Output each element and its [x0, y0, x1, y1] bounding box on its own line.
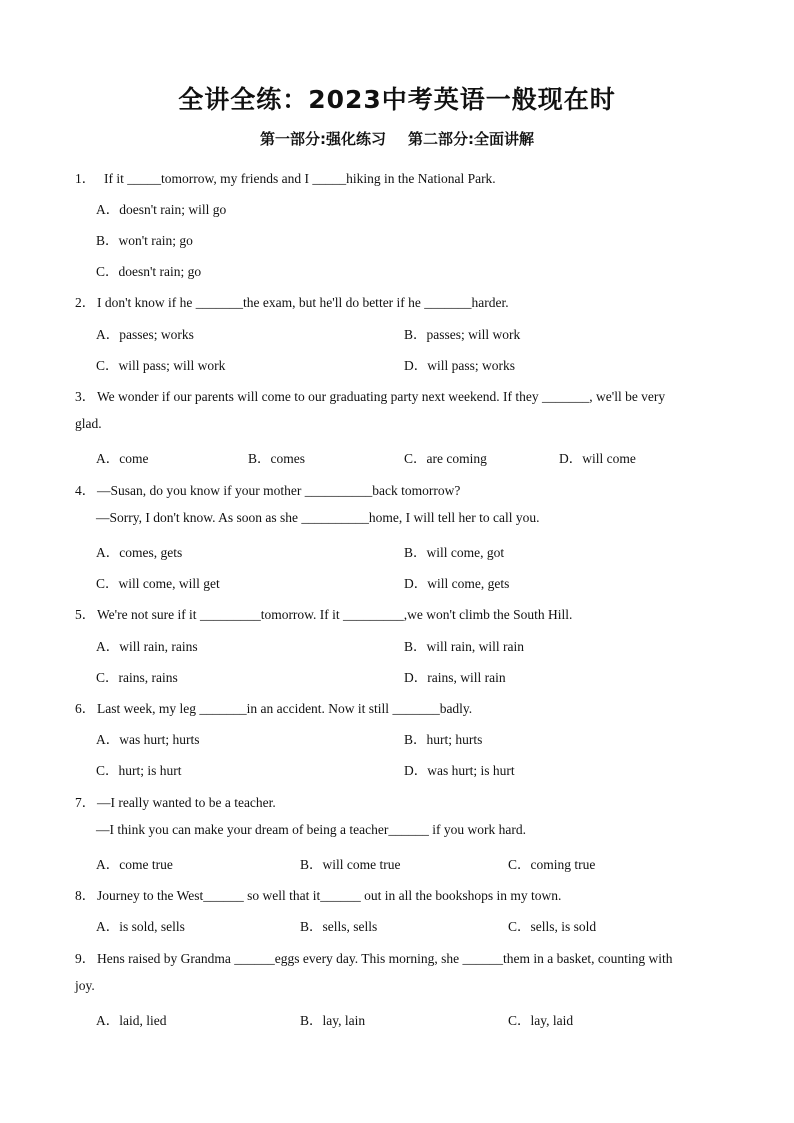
option-c[interactable]: C．sells, is sold — [508, 919, 597, 934]
option-c[interactable]: C．doesn't rain; go — [96, 264, 202, 279]
question-number: 7． — [75, 795, 96, 810]
option-d[interactable]: D．will come, gets — [404, 576, 510, 591]
option-a[interactable]: A．doesn't rain; will go — [96, 202, 227, 217]
option-b[interactable]: B．will rain, will rain — [404, 639, 524, 654]
question-text: —I really wanted to be a teacher. — [97, 795, 276, 810]
question-5 — [75, 603, 572, 623]
question-7 — [75, 791, 276, 811]
question-text: Journey to the West______ so well that it______ out in all the bookshops in my town. — [97, 888, 562, 903]
option-a[interactable]: A．laid, lied — [96, 1013, 167, 1028]
page-title: 全讲全练：2023中考英语一般现在时 — [178, 85, 616, 114]
option-a[interactable]: A．was hurt; hurts — [96, 732, 200, 747]
question-text: Hens raised by Grandma ______eggs every day. This morning, she ______them in a basket, counting with — [97, 951, 673, 966]
option-c[interactable]: C．lay, laid — [508, 1013, 574, 1028]
option-a[interactable]: A．passes; works — [96, 327, 194, 342]
option-a[interactable]: A．come true — [96, 857, 173, 872]
question-9 — [75, 947, 673, 967]
question-text-continued: glad. — [75, 416, 102, 431]
question-number: 1． — [75, 171, 96, 186]
option-b[interactable]: B．comes — [248, 451, 305, 466]
question-4 — [75, 479, 460, 499]
question-number: 3． — [75, 389, 96, 404]
option-a[interactable]: A．is sold, sells — [96, 919, 185, 934]
question-text: If it _____tomorrow, my friends and I _____hiking in the National Park. — [104, 171, 496, 186]
question-8 — [75, 884, 561, 904]
question-number: 5． — [75, 607, 96, 622]
subtitle-part2: 第二部分:全面讲解 — [408, 130, 534, 148]
question-number: 8． — [75, 888, 96, 903]
option-c[interactable]: C．rains, rains — [96, 670, 178, 685]
option-b[interactable]: B．will come, got — [404, 545, 505, 560]
option-b[interactable]: B．lay, lain — [300, 1013, 366, 1028]
question-number: 6． — [75, 701, 96, 716]
question-text: Last week, my leg _______in an accident. Now it still _______badly. — [97, 701, 473, 716]
option-c[interactable]: C．will come, will get — [96, 576, 220, 591]
option-c[interactable]: C．will pass; will work — [96, 358, 226, 373]
question-number: 4． — [75, 483, 96, 498]
option-c[interactable]: C．hurt; is hurt — [96, 763, 182, 778]
question-text: —Susan, do you know if your mother __________back tomorrow? — [97, 483, 461, 498]
option-d[interactable]: D．was hurt; is hurt — [404, 763, 515, 778]
question-number: 9． — [75, 951, 96, 966]
option-b[interactable]: B．will come true — [300, 857, 401, 872]
question-text-continued: joy. — [75, 978, 95, 993]
option-d[interactable]: D．will come — [559, 451, 636, 466]
question-text: I don't know if he _______the exam, but he'll do better if he _______harder. — [97, 295, 509, 310]
option-c[interactable]: C．are coming — [404, 451, 487, 466]
question-6 — [75, 697, 472, 717]
option-b[interactable]: B．passes; will work — [404, 327, 521, 342]
question-2 — [75, 291, 509, 311]
question-number: 2． — [75, 295, 96, 310]
option-a[interactable]: A．comes, gets — [96, 545, 183, 560]
option-b[interactable]: B．won't rain; go — [96, 233, 193, 248]
option-c[interactable]: C．coming true — [508, 857, 596, 872]
question-3 — [75, 385, 665, 405]
option-b[interactable]: B．sells, sells — [300, 919, 378, 934]
question-text-continued: —I think you can make your dream of being a teacher______ if you work hard. — [96, 822, 526, 837]
question-text: We're not sure if it _________tomorrow. If it _________,we won't climb the South Hill. — [97, 607, 573, 622]
page-subtitle — [0, 128, 794, 149]
question-text-continued: —Sorry, I don't know. As soon as she __________home, I will tell her to call you. — [96, 510, 540, 525]
question-1 — [75, 167, 496, 187]
option-a[interactable]: A．come — [96, 451, 149, 466]
subtitle-part1: 第一部分:强化练习 — [260, 130, 386, 148]
option-a[interactable]: A．will rain, rains — [96, 639, 198, 654]
option-d[interactable]: D．rains, will rain — [404, 670, 506, 685]
question-text: We wonder if our parents will come to our graduating party next weekend. If they _______, we'll be very — [97, 389, 666, 404]
option-b[interactable]: B．hurt; hurts — [404, 732, 483, 747]
option-d[interactable]: D．will pass; works — [404, 358, 515, 373]
